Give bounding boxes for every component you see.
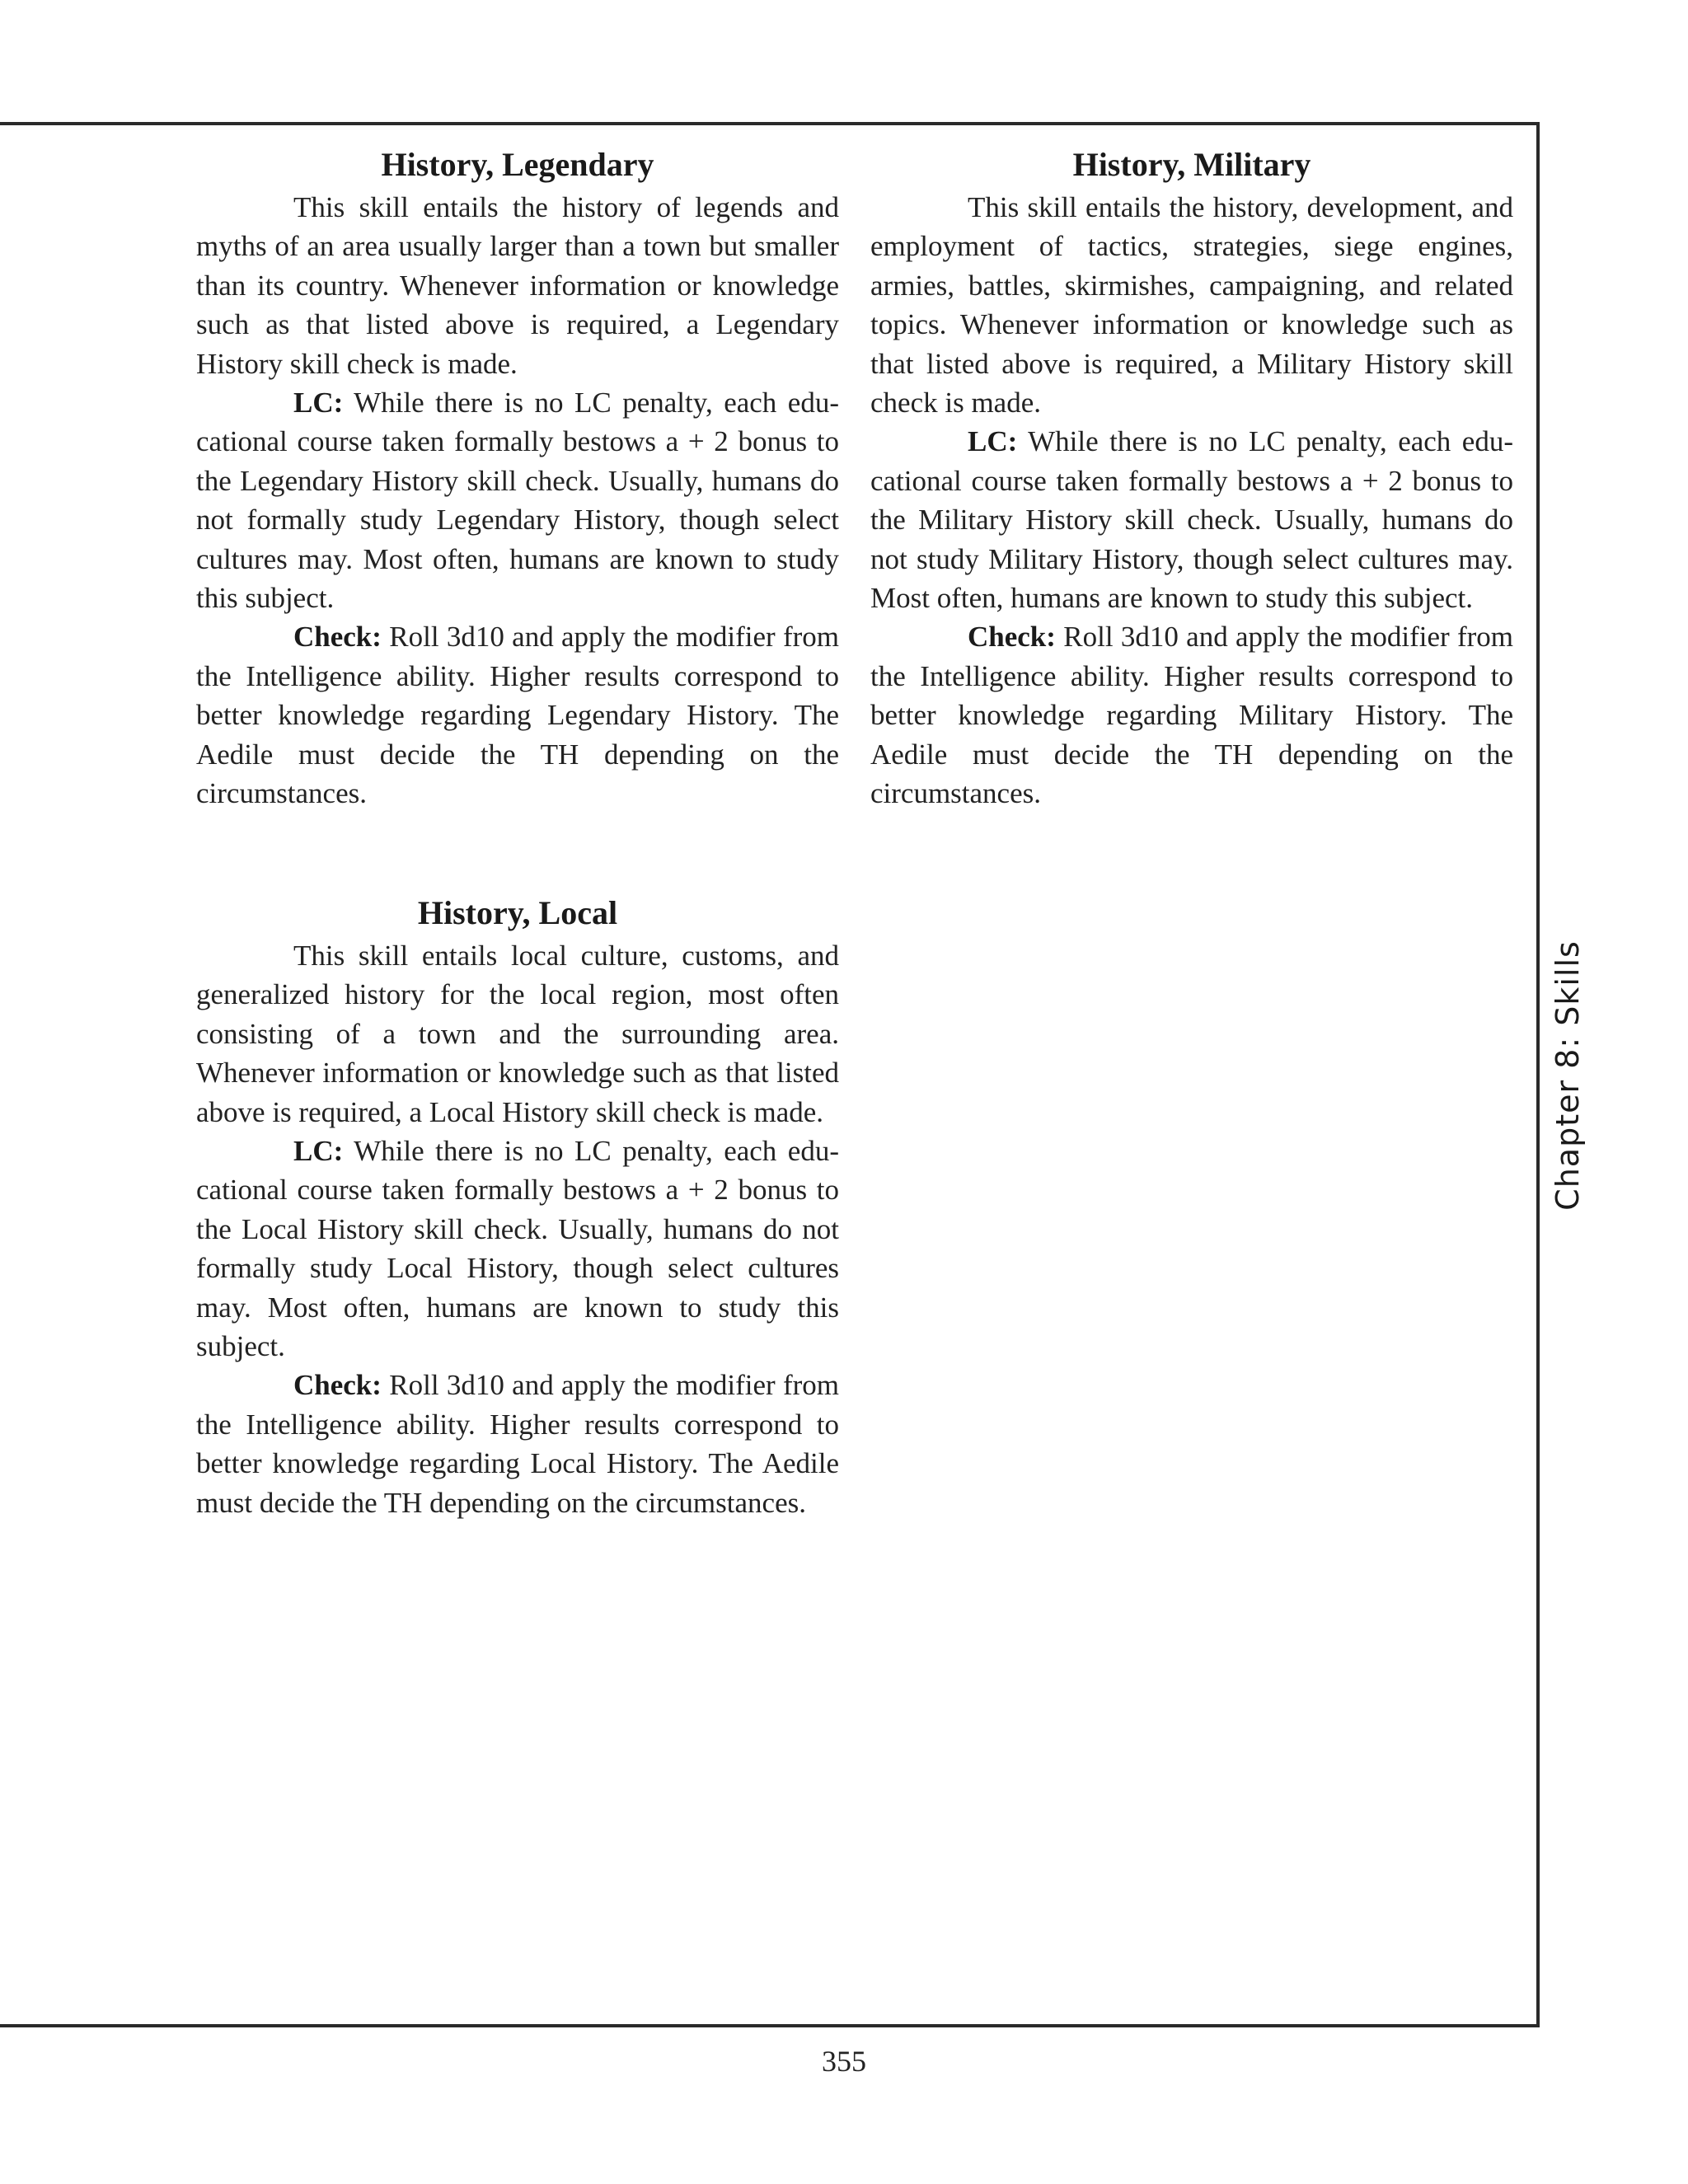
lc-paragraph <box>196 1132 839 1366</box>
page-frame-bottom-rule <box>0 2024 1540 2027</box>
lc-paragraph <box>196 383 839 617</box>
check-paragraph <box>196 617 839 813</box>
lc-text: While there is no LC penalty, each educational course taken formally bestows a + 2 bonus to the Legendary History skill check. Usually, humans do not formally study Legendary History, though select cultures may. Most often, humans are known to study this subject. <box>196 387 839 615</box>
section-history-military <box>870 142 1513 813</box>
check-label: Check: <box>968 621 1056 654</box>
lc-label: LC: <box>968 425 1018 458</box>
section-intro-paragraph: This skill entails the history of legends and myths of an area usually larger than a town but smaller than its country. Whenever information or knowledge such as that listed above is required, a Legendary History skill check is made. <box>196 191 839 380</box>
check-text: Roll 3d10 and apply the modifier from the Intelligence ability. Higher results correspond to better knowledge regarding Military History. The Aedile must decide the TH depending on the circumstances. <box>870 621 1513 810</box>
check-label: Check: <box>293 621 382 654</box>
section-title: History, Legendary <box>381 146 654 183</box>
check-text: Roll 3d10 and apply the modifier from the Intelligence ability. Higher results correspond to better knowledge regarding Legendary History. The Aedile must decide the TH depending on the circumstances. <box>196 621 839 810</box>
page-number: 355 <box>822 2045 866 2078</box>
chapter-side-tab-label: Chapter 8: Skills <box>1550 940 1587 1211</box>
lc-paragraph <box>870 422 1513 617</box>
lc-text: While there is no LC penalty, each educational course taken formally bestows a + 2 bonus to the Military History skill check. Usually, humans do not study Military History, though select cultures may. Most often, humans are known to study this subject. <box>870 425 1513 615</box>
page-frame-top-rule <box>0 122 1540 125</box>
section-title: History, Military <box>1072 146 1311 183</box>
section-intro-paragraph: This skill entails local culture, customs, and generalized history for the local region, most often consisting of a town and the surrounding area. Whenever information or knowledge such as that listed above is required, a Local History skill check is made. <box>196 940 839 1128</box>
check-text: Roll 3d10 and apply the modifier from the Intelligence ability. Higher results correspond to better knowledge regarding Local History. The Aedile must decide the TH depending on the circumstances. <box>196 1369 839 1519</box>
page-frame-right-rule <box>1536 122 1540 2027</box>
check-label: Check: <box>293 1369 382 1402</box>
section-history-legendary <box>196 142 839 813</box>
check-paragraph <box>870 617 1513 813</box>
chapter-side-tab <box>1543 940 1592 1212</box>
section-intro-paragraph: This skill entails the history, development, and employment of tactics, strategies, siege engines, armies, battles, skirmishes, campaigning, and related topics. Whenever information or knowledge such as that listed above is required, a Military History skill check is made. <box>870 191 1513 419</box>
lc-text: While there is no LC penalty, each educational course taken formally bestows a + 2 bonus to the Local History skill check. Usually, humans do not formally study Local History, though select cultures may. Most often, humans are known to study this subject. <box>196 1135 839 1363</box>
section-title: History, Local <box>417 894 618 931</box>
lc-label: LC: <box>293 1135 344 1168</box>
section-history-local <box>196 890 839 1522</box>
lc-label: LC: <box>293 387 344 419</box>
check-paragraph <box>196 1366 839 1522</box>
